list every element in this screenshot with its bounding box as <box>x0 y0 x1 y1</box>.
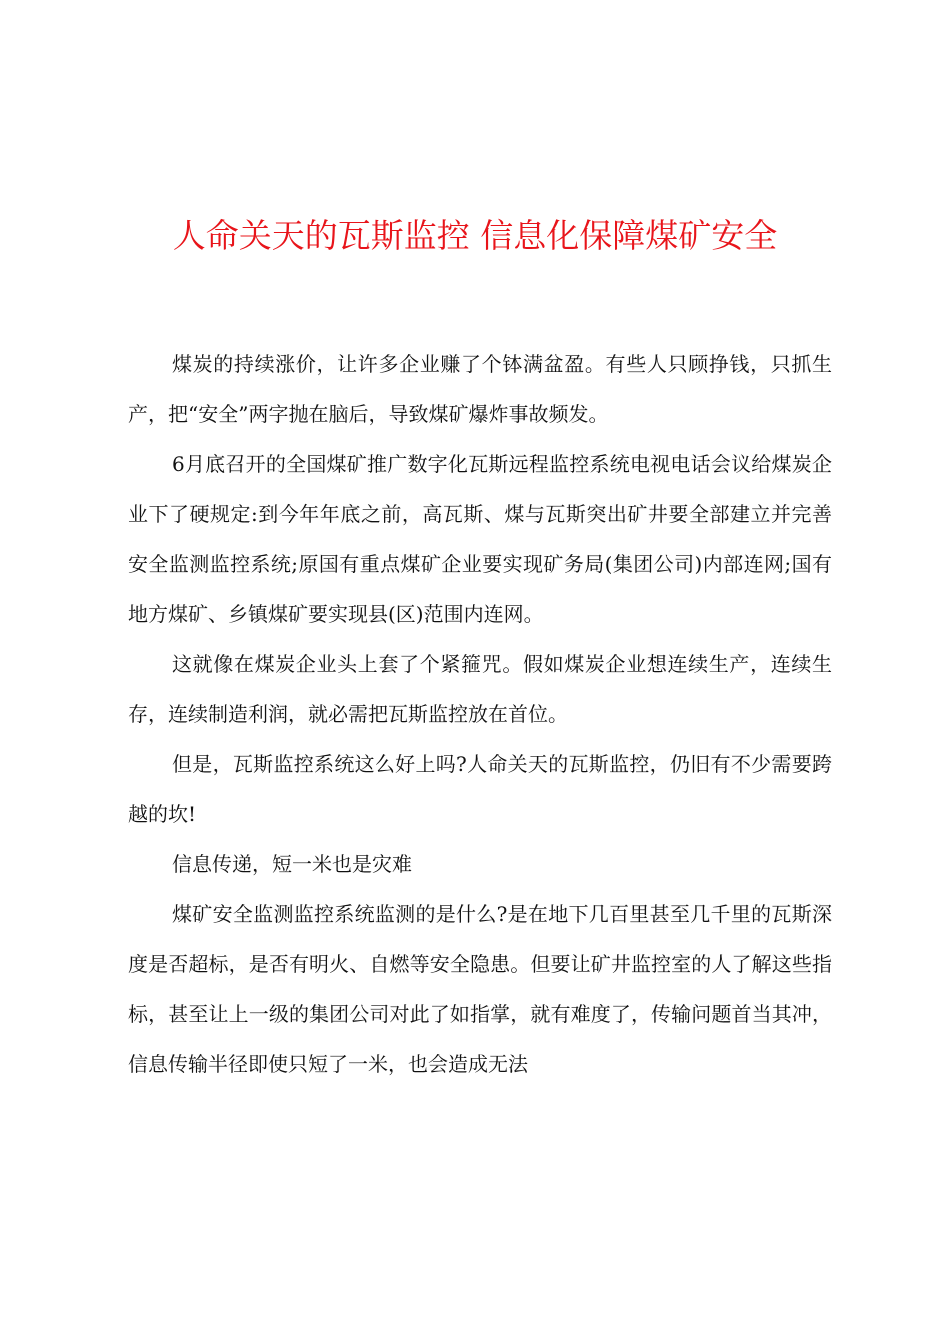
paragraph-3: 这就像在煤炭企业头上套了个紧箍咒。假如煤炭企业想连续生产，连续生存，连续制造利润，就必需把瓦斯监控放在首位。 <box>128 652 832 726</box>
paragraph-1: 煤炭的持续涨价，让许多企业赚了个钵满盆盈。有些人只顾挣钱，只抓生产，把“安全”两字抛在脑后，导致煤矿爆炸事故频发。 <box>128 352 832 426</box>
paragraph-2: 6月底召开的全国煤矿推广数字化瓦斯远程监控系统电视电话会议给煤炭企业下了硬规定:到今年年底之前，高瓦斯、煤与瓦斯突出矿井要全部建立并完善安全监测监控系统;原国有重点煤矿企业要实现矿务局(集团公司)内部连网;国有地方煤矿、乡镇煤矿要实现县(区)范围内连网。 <box>128 452 832 626</box>
paragraph-5: 煤矿安全监测监控系统监测的是什么?是在地下几百里甚至几千里的瓦斯深度是否超标，是否有明火、自燃等安全隐患。但要让矿井监控室的人了解这些指标，甚至让上一级的集团公司对此了如指掌，就有难度了，传输问题首当其冲，信息传输半径即使只短了一米，也会造成无法 <box>128 902 832 1076</box>
document-body <box>128 339 832 1089</box>
document-title: 人命关天的瓦斯监控 信息化保障煤矿安全 <box>172 216 778 255</box>
paragraph-4: 但是，瓦斯监控系统这么好上吗?人命关天的瓦斯监控，仍旧有不少需要跨越的坎! <box>128 752 832 826</box>
section-heading: 信息传递，短一米也是灾难 <box>172 852 412 876</box>
